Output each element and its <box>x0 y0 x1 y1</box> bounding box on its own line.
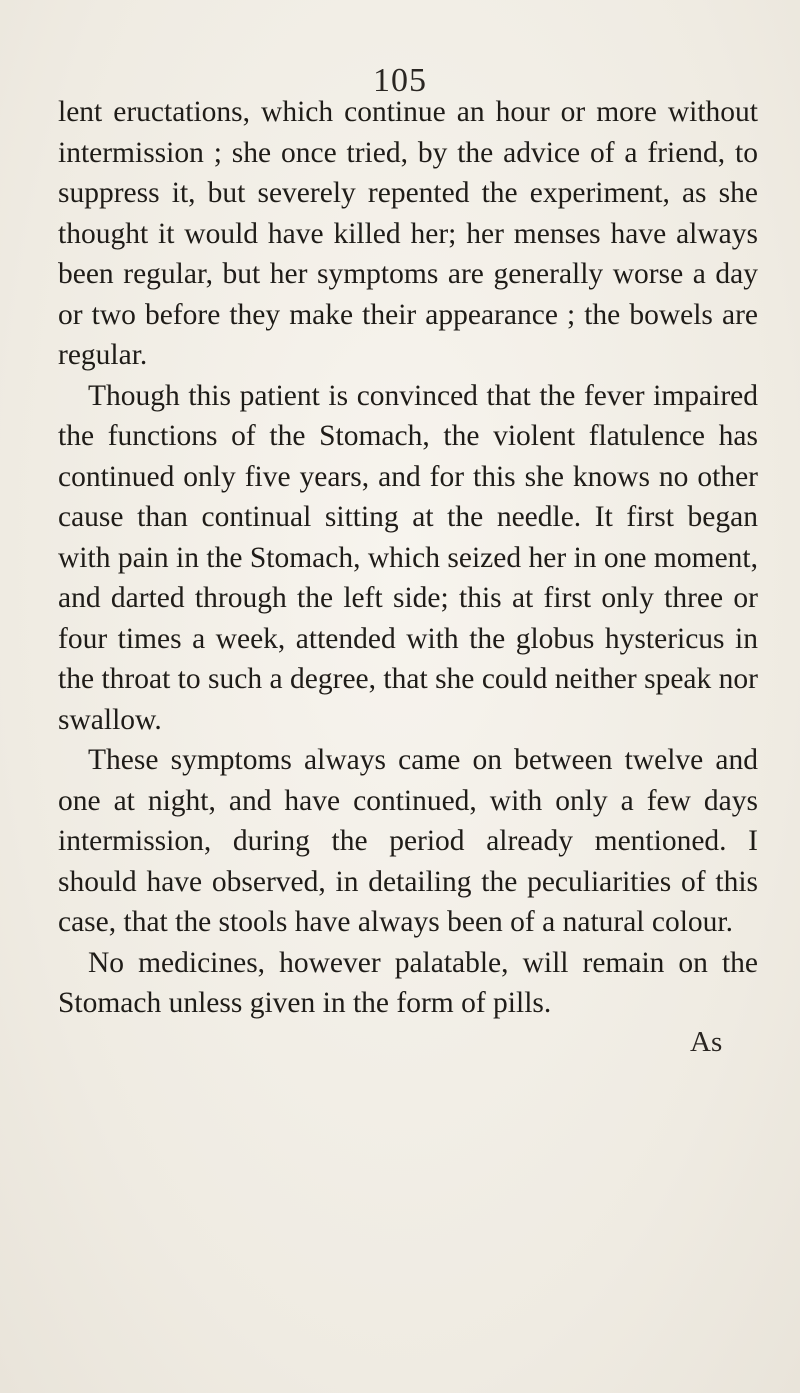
page-body <box>58 92 758 1024</box>
catchword: As <box>690 1026 723 1058</box>
paragraph-3: These symptoms always came on between twelve and one at night, and have continued, with only a few days intermission, during the period already mentioned. I should have observed, in detailing the peculiarities of this case, that the stools have always been of a natural colour. <box>58 744 758 938</box>
paragraph-1: lent eructations, which continue an hour or more without intermission ; she once tried, by the advice of a friend, to suppress it, but severely repented the experiment, as she thought it would have killed her; her menses have always been regular, but her symptoms are generally worse a day or two before they make their appearance ; the bowels are regular. <box>58 96 758 371</box>
page-number: 105 <box>373 62 427 99</box>
paragraph-4: No medicines, however palatable, will remain on the Stomach unless given in the form of pills. <box>58 946 758 1019</box>
paragraph-2: Though this patient is convinced that the fever impaired the functions of the Stomach, the violent flatulence has continued only five years, and for this she knows no other cause than continual sitting at the needle. It first began with pain in the Stomach, which seized her in one moment, and darted through the left side; this at first only three or four times a week, attended with the globus hystericus in the throat to such a degree, that she could neither speak nor swallow. <box>58 379 758 736</box>
